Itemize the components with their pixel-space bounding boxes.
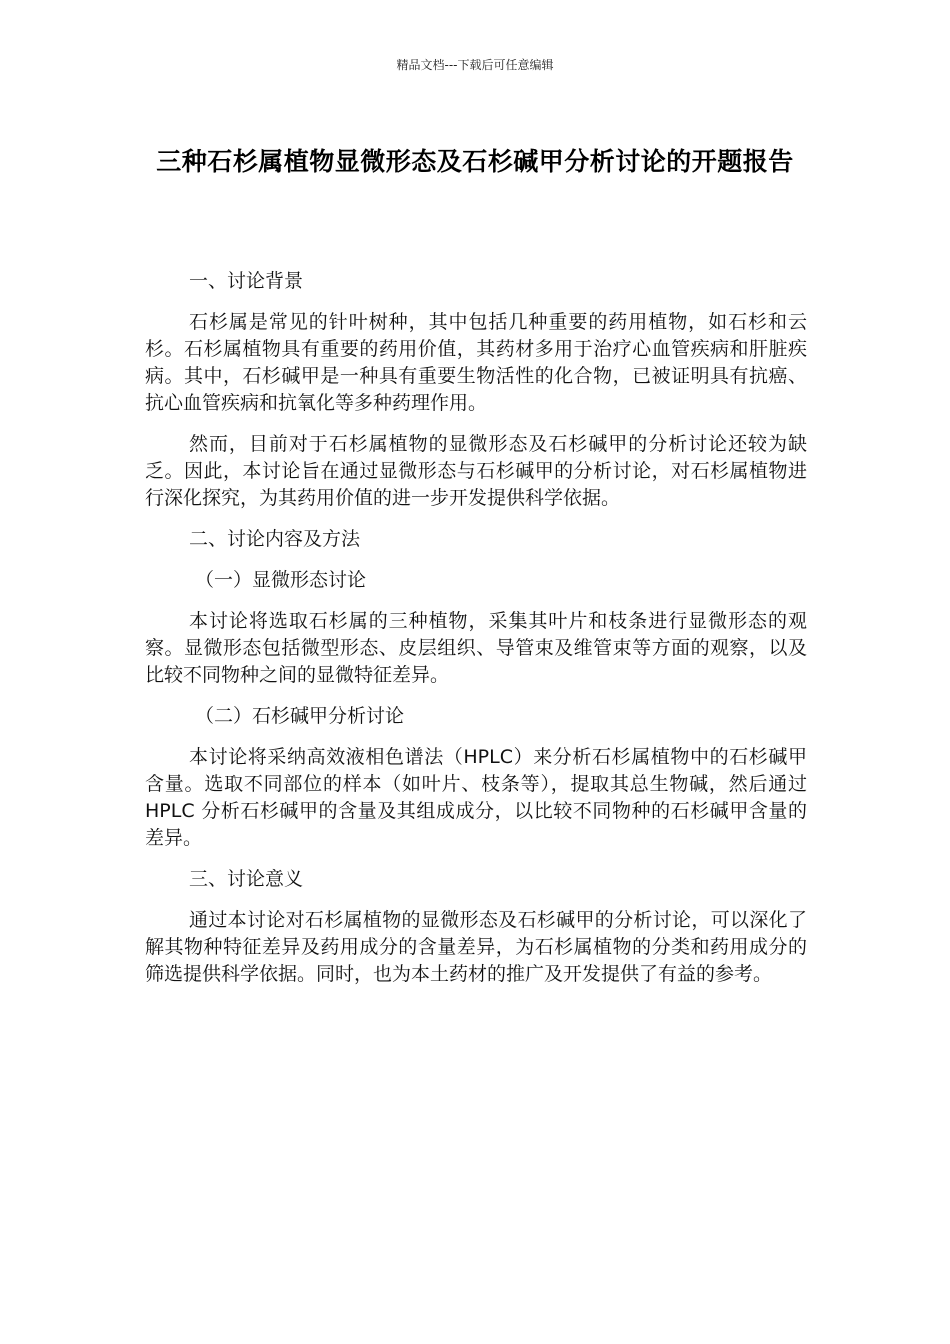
- background-paragraph-1: 石杉属是常见的针叶树种，其中包括几种重要的药用植物，如石杉和云杉。石杉属植物具有重要的药用价值，其药材多用于治疗心血管疾病和肝脏疾病。其中，石杉碱甲是一种具有重要生物活性的化合物，已被证明具有抗癌、抗心血管疾病和抗氧化等多种药理作用。: [145, 311, 807, 414]
- morphology-paragraph: 本讨论将选取石杉属的三种植物，采集其叶片和枝条进行显微形态的观察。显微形态包括微型形态、皮层组织、导管束及维管束等方面的观察，以及比较不同物种之间的显微特征差异。: [145, 610, 807, 686]
- section-heading-significance: 三、讨论意义: [189, 868, 304, 890]
- background-paragraph-2: 然而，目前对于石杉属植物的显微形态及石杉碱甲的分析讨论还较为缺乏。因此，本讨论旨在通过显微形态与石杉碱甲的分析讨论，对石杉属植物进行深化探究，为其药用价值的进一步开发提供科学依据。: [145, 433, 807, 509]
- section-heading-content-methods: 二、讨论内容及方法: [189, 528, 361, 550]
- subsection-heading-huperzine-analysis: （二）石杉碱甲分析讨论: [195, 705, 405, 727]
- significance-paragraph: 通过本讨论对石杉属植物的显微形态及石杉碱甲的分析讨论，可以深化了解其物种特征差异及药用成分的含量差异，为石杉属植物的分类和药用成分的筛选提供科学依据。同时，也为本土药材的推广及开发提供了有益的参考。: [145, 909, 807, 985]
- huperzine-analysis-paragraph: 本讨论将采纳高效液相色谱法（HPLC）来分析石杉属植物中的石杉碱甲含量。选取不同部位的样本（如叶片、枝条等），提取其总生物碱，然后通过 HPLC 分析石杉碱甲的含量及其组成成分，以比较不同物种的石杉碱甲含量的差异。: [145, 746, 807, 849]
- section-heading-background: 一、讨论背景: [189, 270, 304, 292]
- document-title: 三种石杉属植物显微形态及石杉碱甲分析讨论的开题报告: [156, 147, 794, 176]
- subsection-heading-morphology: （一）显微形态讨论: [195, 569, 367, 591]
- page-header-note: 精品文档---下载后可任意编辑: [396, 58, 554, 72]
- document-body: [145, 268, 807, 1002]
